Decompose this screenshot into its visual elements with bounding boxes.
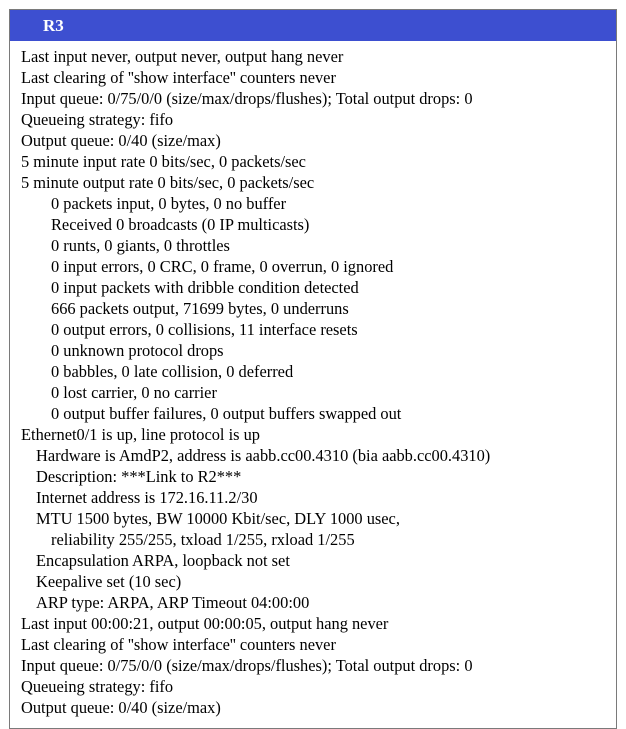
- output-line: Queueing strategy: fifo: [21, 110, 174, 129]
- output-line: Keepalive set (10 sec): [36, 572, 182, 591]
- output-line: 5 minute output rate 0 bits/sec, 0 packets/sec: [21, 173, 315, 192]
- output-line: reliability 255/255, txload 1/255, rxload 1/255: [51, 530, 355, 549]
- output-line: Hardware is AmdP2, address is aabb.cc00.4310 (bia aabb.cc00.4310): [36, 446, 491, 465]
- output-line: Output queue: 0/40 (size/max): [21, 131, 221, 150]
- output-line: Internet address is 172.16.11.2/30: [36, 488, 258, 507]
- output-line: MTU 1500 bytes, BW 10000 Kbit/sec, DLY 1000 usec,: [36, 509, 400, 528]
- interface-output: [10, 41, 616, 718]
- output-line: Ethernet0/1 is up, line protocol is up: [21, 425, 260, 444]
- output-line: 0 packets input, 0 bytes, 0 no buffer: [51, 194, 287, 213]
- output-line: Output queue: 0/40 (size/max): [21, 698, 221, 717]
- output-line: Received 0 broadcasts (0 IP multicasts): [51, 215, 310, 234]
- output-line: Input queue: 0/75/0/0 (size/max/drops/flushes); Total output drops: 0: [21, 89, 473, 108]
- output-line: ARP type: ARPA, ARP Timeout 04:00:00: [36, 593, 310, 612]
- router-title: R3: [10, 10, 616, 41]
- output-line: 0 lost carrier, 0 no carrier: [51, 383, 217, 402]
- output-line: 0 babbles, 0 late collision, 0 deferred: [51, 362, 294, 381]
- output-line: 0 runts, 0 giants, 0 throttles: [51, 236, 230, 255]
- output-line: Input queue: 0/75/0/0 (size/max/drops/flushes); Total output drops: 0: [21, 656, 473, 675]
- output-line: 0 output errors, 0 collisions, 11 interface resets: [51, 320, 358, 339]
- output-line: Last input 00:00:21, output 00:00:05, output hang never: [21, 614, 389, 633]
- output-line: Last clearing of ''show interface'' counters never: [21, 635, 336, 654]
- output-line: Last input never, output never, output hang never: [21, 47, 344, 66]
- output-line: 0 input errors, 0 CRC, 0 frame, 0 overrun, 0 ignored: [51, 257, 394, 276]
- output-line: 0 input packets with dribble condition detected: [51, 278, 359, 297]
- output-line: 5 minute input rate 0 bits/sec, 0 packets/sec: [21, 152, 306, 171]
- output-line: Description: ***Link to R2***: [36, 467, 242, 486]
- output-line: 0 output buffer failures, 0 output buffers swapped out: [51, 404, 402, 423]
- router-output-panel: [9, 9, 617, 729]
- output-line: 0 unknown protocol drops: [51, 341, 224, 360]
- output-line: Queueing strategy: fifo: [21, 677, 174, 696]
- output-line: Last clearing of ''show interface'' counters never: [21, 68, 336, 87]
- output-line: 666 packets output, 71699 bytes, 0 underruns: [51, 299, 349, 318]
- output-line: Encapsulation ARPA, loopback not set: [36, 551, 290, 570]
